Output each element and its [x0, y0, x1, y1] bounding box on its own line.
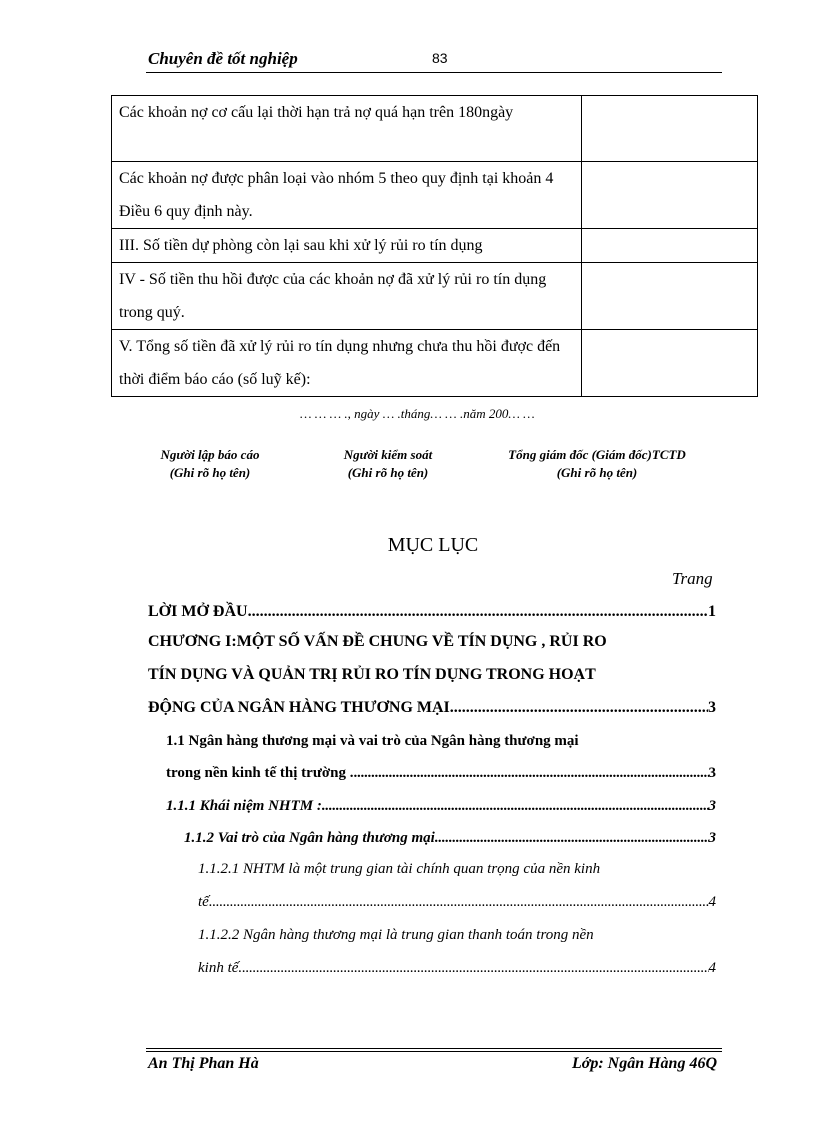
- table-cell-label: Các khoản nợ cơ cấu lại thời hạn trả nợ quá hạn trên 180ngày: [112, 96, 582, 162]
- toc-entry-line[interactable]: 1.1.2.2 Ngân hàng thương mại là trung gian thanh toán trong nền: [198, 927, 594, 943]
- toc-entry-text: 1.1.1 Khái niệm NHTM :: [166, 798, 322, 814]
- table-cell-value: [582, 96, 758, 162]
- toc-leader-dots: [209, 892, 709, 912]
- table-cell-label: III. Số tiền dự phòng còn lại sau khi xử lý rủi ro tín dụng: [112, 229, 582, 263]
- table-cell-label: IV - Số tiền thu hồi được của các khoản nợ đã xử lý rủi ro tín dụng trong quý.: [112, 263, 582, 330]
- signature-note: (Ghi rõ họ tên): [556, 465, 638, 480]
- toc-entry-page: 3: [708, 798, 716, 814]
- signature-block-director: [482, 446, 712, 482]
- toc-entry[interactable]: [166, 796, 716, 816]
- toc-entry[interactable]: [184, 828, 716, 848]
- table-cell-value: [582, 229, 758, 263]
- toc-entry[interactable]: [198, 958, 716, 978]
- toc-entry[interactable]: [166, 763, 716, 783]
- toc-entry[interactable]: [148, 698, 716, 718]
- signature-role: Người lập báo cáo: [160, 447, 260, 462]
- signature-note: (Ghi rõ họ tên): [347, 465, 429, 480]
- toc-leader-dots: [435, 828, 709, 848]
- toc-entry-page: 1: [708, 603, 716, 620]
- signature-block-controller: [318, 446, 458, 482]
- table-cell-value: [582, 162, 758, 229]
- footer-class: Lớp: Ngân Hàng 46Q: [571, 1055, 717, 1072]
- toc-leader-dots: [450, 698, 708, 718]
- toc-entry-text: tế: [198, 894, 209, 910]
- toc-entry-text: LỜI MỞ ĐẦU: [148, 603, 248, 620]
- toc-leader-dots: [353, 763, 708, 783]
- table-row: [112, 229, 758, 263]
- toc-title: MỤC LỤC: [387, 534, 479, 556]
- table-row: [112, 263, 758, 330]
- signature-note: (Ghi rõ họ tên): [169, 465, 251, 480]
- toc-entry-page: 4: [708, 894, 716, 910]
- toc-entry-text: ĐỘNG CỦA NGÂN HÀNG THƯƠNG MẠI: [148, 699, 450, 716]
- toc-leader-dots: [322, 796, 709, 816]
- signature-role: Người kiểm soát: [343, 447, 433, 462]
- toc-entry[interactable]: [148, 602, 716, 622]
- toc-entry-text: trong nền kinh tế thị trường .: [166, 765, 354, 781]
- toc-entry-line[interactable]: TÍN DỤNG VÀ QUẢN TRỊ RỦI RO TÍN DỤNG TRONG HOẠT: [148, 666, 596, 683]
- table-cell-value: [582, 330, 758, 397]
- table-cell-value: [582, 263, 758, 330]
- signature-role: Tổng giám đốc (Giám đốc)TCTD: [508, 447, 686, 462]
- table-cell-label: Các khoản nợ được phân loại vào nhóm 5 theo quy định tại khoản 4 Điều 6 quy định này.: [112, 162, 582, 229]
- toc-entry-page: 4: [708, 960, 716, 976]
- toc-page-label: Trang: [672, 569, 713, 588]
- toc-leader-dots: [242, 958, 708, 978]
- toc-entry-page: 3: [708, 699, 716, 716]
- table-row: [112, 96, 758, 162]
- footer-rule: [146, 1051, 722, 1052]
- toc-entry-page: 3: [708, 765, 716, 781]
- table-row: [112, 162, 758, 229]
- toc-leader-dots: [248, 602, 708, 622]
- toc-entry-line[interactable]: CHƯƠNG I:MỘT SỐ VẤN ĐỀ CHUNG VỀ TÍN DỤNG , RỦI RO: [148, 633, 607, 650]
- toc-entry-line[interactable]: 1.1.2.1 NHTM là một trung gian tài chính quan trọng của nền kinh: [198, 861, 601, 877]
- report-date-line: … … … ., ngày … .tháng… … .năm 200… …: [300, 406, 535, 421]
- report-table: [111, 95, 758, 397]
- toc-entry-page: 3: [708, 830, 716, 846]
- toc-entry-text: kinh tế.: [198, 960, 243, 976]
- header-rule: [146, 72, 722, 73]
- footer-author: An Thị Phan Hà: [148, 1055, 259, 1072]
- toc-entry-line[interactable]: 1.1 Ngân hàng thương mại và vai trò của Ngân hàng thương mại: [166, 733, 579, 749]
- page-number: 83: [432, 50, 448, 66]
- document-header-title: Chuyên đề tốt nghiệp: [148, 49, 298, 68]
- toc-entry-text: 1.1.2 Vai trò của Ngân hàng thương mại: [184, 830, 435, 846]
- table-cell-label: V. Tổng số tiền đã xử lý rủi ro tín dụng nhưng chưa thu hồi được đến thời điểm báo cáo (số luỹ kế):: [112, 330, 582, 397]
- footer-rule: [146, 1048, 722, 1049]
- signature-block-preparer: [140, 446, 280, 482]
- toc-entry[interactable]: [198, 892, 716, 912]
- table-row: [112, 330, 758, 397]
